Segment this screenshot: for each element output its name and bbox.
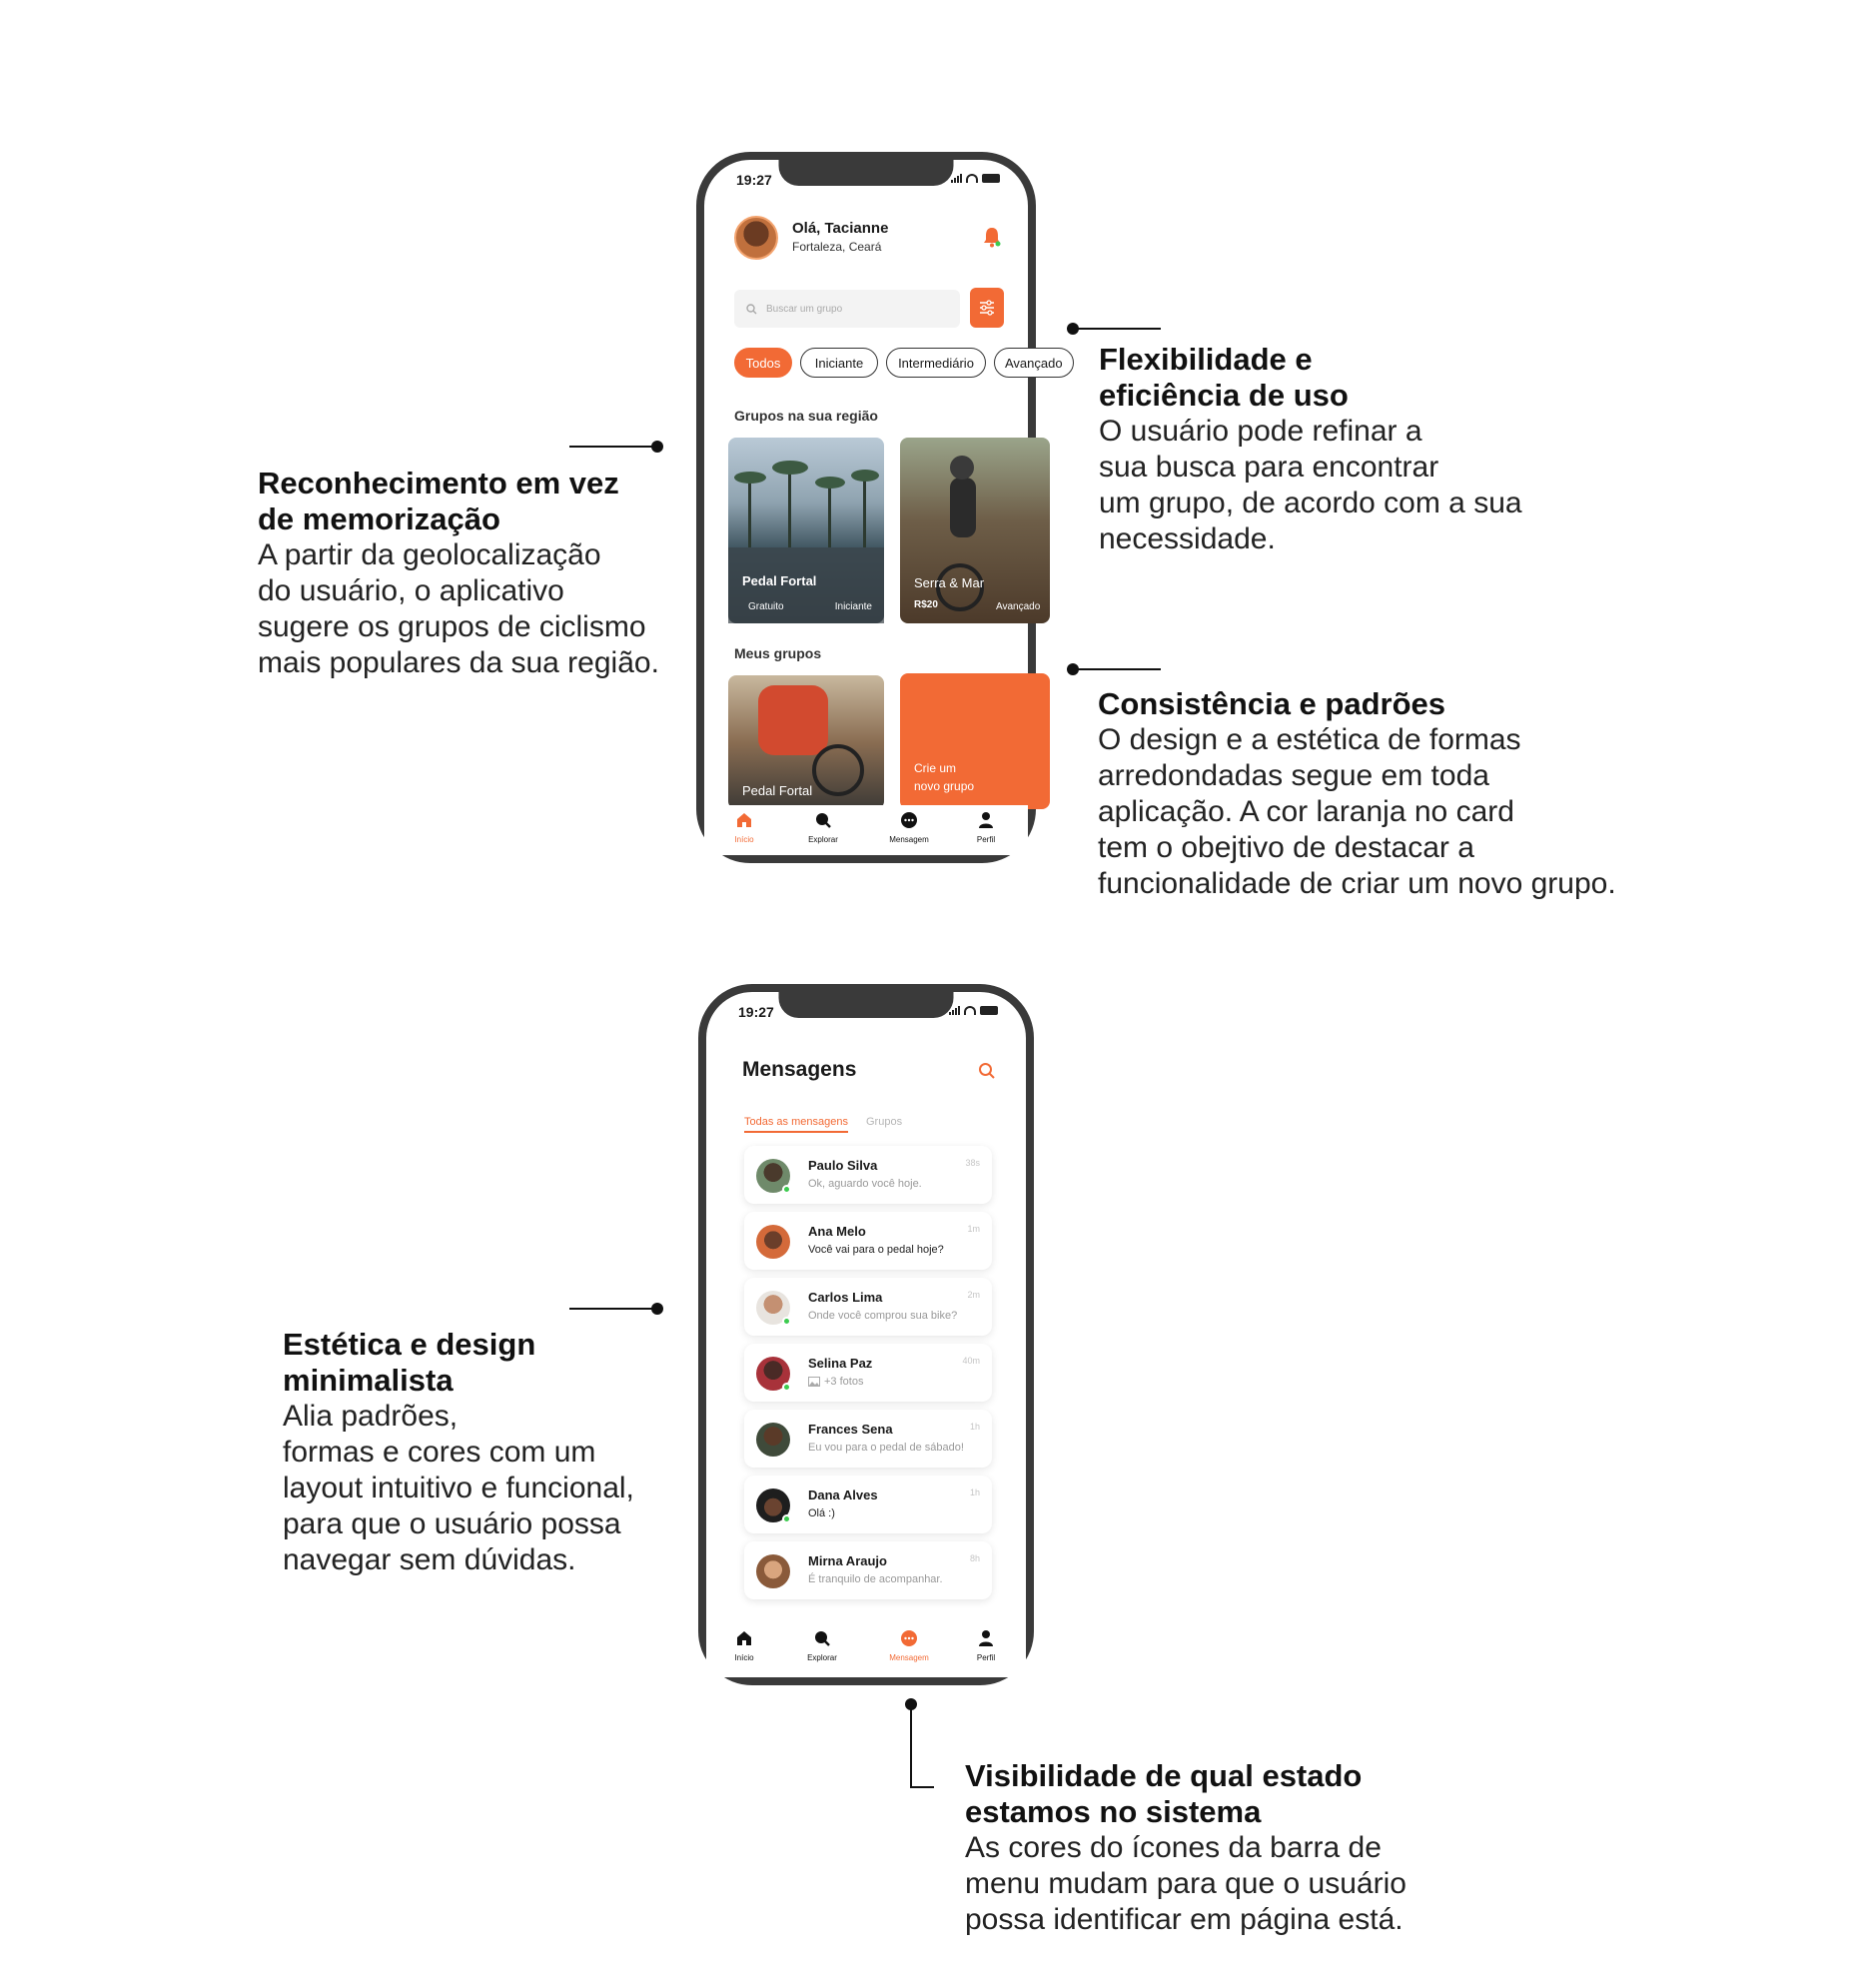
nav-label: Início xyxy=(734,835,754,844)
group-card[interactable] xyxy=(900,438,1050,623)
search-icon xyxy=(746,304,757,315)
annotation-text: layout intuitivo e funcional, xyxy=(283,1472,634,1504)
section-title-region: Grupos na sua região xyxy=(734,408,878,424)
connector-dot xyxy=(651,441,663,453)
message-preview: Ok, aguardo você hoje. xyxy=(808,1178,922,1190)
chat-icon xyxy=(900,1629,918,1647)
nav-inicio[interactable] xyxy=(724,1629,764,1662)
nav-label: Perfil xyxy=(976,1653,996,1662)
phone-messages xyxy=(698,984,1034,1685)
card-level: Avançado xyxy=(996,601,1041,612)
search-icon xyxy=(814,811,832,829)
phone-notch xyxy=(779,158,954,186)
nav-label: Explorar xyxy=(808,835,838,844)
search-icon xyxy=(813,1629,831,1647)
home-icon xyxy=(735,811,753,829)
nav-mensagem[interactable] xyxy=(882,1629,936,1662)
annotation-text: O usuário pode refinar a xyxy=(1099,415,1422,448)
avatar xyxy=(756,1554,790,1588)
image-icon xyxy=(808,1377,820,1387)
status-time: 19:27 xyxy=(736,172,772,188)
nav-perfil[interactable] xyxy=(966,811,1006,844)
greeting: Olá, Tacianne xyxy=(792,220,889,237)
signal-icon xyxy=(951,174,962,183)
user-icon xyxy=(977,1629,995,1647)
annotation-text: A partir da geolocalização xyxy=(258,538,601,571)
status-icons xyxy=(951,174,1000,183)
message-sender: Mirna Araujo xyxy=(808,1553,887,1568)
message-item[interactable] xyxy=(744,1344,992,1402)
nav-label: Explorar xyxy=(807,1653,837,1662)
annotation-text: um grupo, de acordo com a sua xyxy=(1099,487,1522,519)
bell-icon[interactable] xyxy=(982,226,1002,248)
mountain-bike-image xyxy=(900,438,1050,623)
annotation-title: de memorização xyxy=(258,501,500,536)
annotation-title: estamos no sistema xyxy=(965,1794,1262,1829)
status-icons xyxy=(949,1006,998,1015)
message-sender: Carlos Lima xyxy=(808,1290,883,1305)
message-preview: É tranquilo de acompanhar. xyxy=(808,1573,943,1585)
nav-label: Início xyxy=(734,1653,754,1662)
annotation-text: funcionalidade de criar um novo grupo. xyxy=(1098,867,1616,900)
message-item[interactable] xyxy=(744,1476,992,1533)
annotation-title: Consistência e padrões xyxy=(1098,686,1446,721)
section-title-mine: Meus grupos xyxy=(734,645,822,661)
message-sender: Paulo Silva xyxy=(808,1158,878,1173)
tab-todas-mensagens[interactable]: Todas as mensagens xyxy=(744,1116,848,1133)
message-sender: Dana Alves xyxy=(808,1488,878,1502)
message-time: 1m xyxy=(967,1224,980,1234)
online-indicator xyxy=(782,1383,791,1392)
online-indicator xyxy=(782,1514,791,1523)
home-icon xyxy=(735,1629,753,1647)
message-time: 8h xyxy=(969,1553,980,1563)
annotation-text: formas e cores com um xyxy=(283,1436,596,1469)
annotation-title: minimalista xyxy=(283,1363,454,1398)
message-preview: Olá :) xyxy=(808,1507,835,1519)
annotation-text: aplicação. A cor laranja no card xyxy=(1098,795,1514,828)
annotation-text: necessidade. xyxy=(1099,522,1276,555)
message-item[interactable] xyxy=(744,1278,992,1336)
message-preview: Eu vou para o pedal de sábado! xyxy=(808,1442,964,1454)
annotation-flexibility xyxy=(1099,342,1522,557)
wifi-icon xyxy=(964,1006,976,1015)
annotation-text: menu mudam para que o usuário xyxy=(965,1867,1407,1900)
connector-line xyxy=(910,1786,934,1788)
group-card[interactable] xyxy=(728,438,884,623)
annotation-aesthetic xyxy=(283,1327,634,1578)
filter-chip-intermediario[interactable]: Intermediário xyxy=(886,348,986,378)
status-time: 19:27 xyxy=(738,1004,774,1020)
card-price: Gratuito xyxy=(748,601,784,612)
annotation-text: sugere os grupos de ciclismo xyxy=(258,610,646,643)
message-item[interactable] xyxy=(744,1146,992,1204)
message-time: 1h xyxy=(969,1422,980,1432)
tab-grupos[interactable]: Grupos xyxy=(866,1116,903,1128)
message-preview: Você vai para o pedal hoje? xyxy=(808,1244,944,1256)
card-title: Serra & Mar xyxy=(914,575,985,590)
nav-label: Mensagem xyxy=(889,1653,929,1662)
bottom-nav xyxy=(704,805,1028,855)
filter-chip-iniciante[interactable]: Iniciante xyxy=(800,348,878,378)
card-price: R$20 xyxy=(914,599,938,610)
filter-chip-todos[interactable]: Todos xyxy=(734,348,792,378)
annotation-text: para que o usuário possa xyxy=(283,1507,621,1540)
phone-notch xyxy=(779,990,954,1018)
message-item[interactable] xyxy=(744,1410,992,1468)
annotation-text: arredondadas segue em toda xyxy=(1098,759,1489,792)
phone-home xyxy=(696,152,1063,863)
annotation-title: eficiência de uso xyxy=(1099,378,1349,413)
create-group-label: Crie um xyxy=(914,761,957,775)
annotation-consistency xyxy=(1098,686,1616,902)
create-group-card[interactable] xyxy=(900,673,1050,809)
message-time: 2m xyxy=(967,1290,980,1300)
page-title: Mensagens xyxy=(742,1058,857,1081)
search-input[interactable] xyxy=(734,290,960,328)
message-time: 38s xyxy=(965,1158,980,1168)
avatar[interactable] xyxy=(734,216,778,260)
annotation-text: navegar sem dúvidas. xyxy=(283,1543,576,1576)
annotation-title: Reconhecimento em vez xyxy=(258,466,619,500)
user-icon xyxy=(977,811,995,829)
message-sender: Ana Melo xyxy=(808,1224,866,1239)
card-level: Iniciante xyxy=(834,601,872,612)
message-preview: +3 fotos xyxy=(824,1376,864,1388)
search-icon[interactable] xyxy=(978,1062,996,1080)
sliders-icon xyxy=(979,300,995,316)
card-title: Pedal Fortal xyxy=(742,783,813,798)
battery-icon xyxy=(982,174,1000,183)
message-time: 40m xyxy=(962,1356,980,1366)
nav-mensagem[interactable] xyxy=(882,811,936,844)
connector-line xyxy=(569,1308,657,1310)
create-group-label: novo grupo xyxy=(914,779,975,793)
my-group-card[interactable] xyxy=(728,675,884,809)
annotation-text: mais populares da sua região. xyxy=(258,646,659,679)
chat-icon xyxy=(900,811,918,829)
online-indicator xyxy=(782,1317,791,1326)
connector-line xyxy=(910,1704,912,1788)
online-indicator xyxy=(782,1185,791,1194)
card-title: Pedal Fortal xyxy=(742,573,817,588)
nav-explorar[interactable] xyxy=(798,1629,846,1662)
nav-label: Mensagem xyxy=(889,835,929,844)
search-placeholder: Buscar um grupo xyxy=(766,304,843,315)
connector-dot xyxy=(651,1303,663,1315)
annotation-title: Estética e design xyxy=(283,1327,536,1362)
bottom-nav xyxy=(706,1621,1026,1677)
user-location: Fortaleza, Ceará xyxy=(792,240,882,254)
annotation-text: Alia padrões, xyxy=(283,1400,459,1433)
message-sender: Selina Paz xyxy=(808,1356,873,1371)
nav-perfil[interactable] xyxy=(966,1629,1006,1662)
message-item[interactable] xyxy=(744,1541,992,1599)
annotation-text: tem o obejtivo de destacar a xyxy=(1098,831,1474,864)
annotation-text: do usuário, o aplicativo xyxy=(258,574,564,607)
filter-button[interactable] xyxy=(970,288,1004,328)
annotation-text: possa identificar em página está. xyxy=(965,1903,1404,1936)
message-sender: Frances Sena xyxy=(808,1422,893,1437)
palm-trees-image xyxy=(728,438,884,623)
annotation-visibility xyxy=(965,1758,1407,1938)
nav-inicio[interactable] xyxy=(724,811,764,844)
annotation-text: O design e a estética de formas xyxy=(1098,723,1521,756)
connector-line xyxy=(1073,328,1161,330)
wifi-icon xyxy=(966,174,978,183)
annotation-text: sua busca para encontrar xyxy=(1099,451,1439,484)
message-time: 1h xyxy=(969,1488,980,1497)
filter-chip-avancado[interactable]: Avançado xyxy=(994,348,1074,378)
avatar xyxy=(756,1225,790,1259)
avatar xyxy=(756,1423,790,1457)
connector-line xyxy=(569,446,657,448)
message-preview: Onde você comprou sua bike? xyxy=(808,1310,958,1322)
annotation-title: Visibilidade de qual estado xyxy=(965,1758,1363,1793)
nav-explorar[interactable] xyxy=(799,811,847,844)
annotation-text: As cores do ícones da barra de xyxy=(965,1831,1382,1864)
message-item[interactable] xyxy=(744,1212,992,1270)
annotation-recognition xyxy=(258,466,659,681)
battery-icon xyxy=(980,1006,998,1015)
annotation-title: Flexibilidade e xyxy=(1099,342,1313,377)
nav-label: Perfil xyxy=(976,835,996,844)
connector-line xyxy=(1073,668,1161,670)
